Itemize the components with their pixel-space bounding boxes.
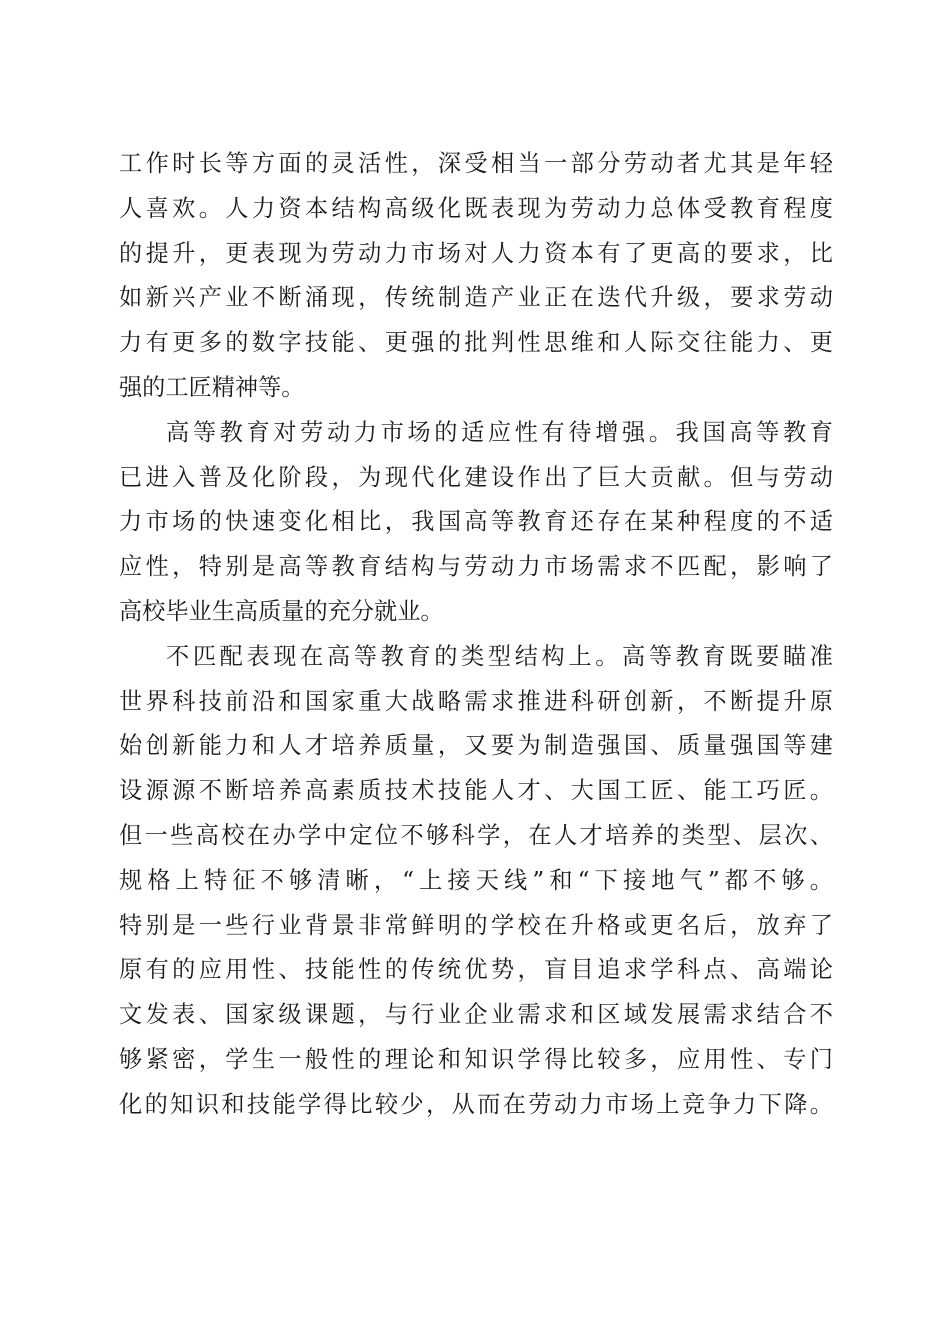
paragraph-1-line-6: 强的工匠精神等。 — [119, 373, 305, 401]
paragraph-3-line-4: 设源源不断培养高素质技术技能人才、大国工匠、能工巧匠。 — [119, 777, 833, 805]
paragraph-2-line-3: 力市场的快速变化相比，我国高等教育还存在某种程度的不适 — [119, 508, 833, 536]
paragraph-1-line-3: 的提升，更表现为劳动力市场对人力资本有了更高的要求，比 — [119, 239, 833, 267]
paragraph-3-line-5: 但一些高校在办学中定位不够科学，在人才培养的类型、层次、 — [119, 821, 833, 849]
paragraph-3-line-3: 始创新能力和人才培养质量，又要为制造强国、质量强国等建 — [119, 732, 833, 760]
paragraph-3-line-10: 够紧密，学生一般性的理论和知识学得比较多，应用性、专门 — [119, 1045, 833, 1073]
paragraph-3-line-8: 原有的应用性、技能性的传统优势，盲目追求学科点、高端论 — [119, 956, 833, 984]
paragraph-1-line-4: 如新兴产业不断涌现，传统制造产业正在迭代升级，要求劳动 — [119, 284, 833, 312]
paragraph-2-line-1: 高等教育对劳动力市场的适应性有待增强。我国高等教育 — [166, 418, 833, 446]
paragraph-2-line-4: 应性，特别是高等教育结构与劳动力市场需求不匹配，影响了 — [119, 553, 833, 581]
paragraph-3-line-7: 特别是一些行业背景非常鲜明的学校在升格或更名后，放弃了 — [119, 911, 833, 939]
document-body — [119, 142, 833, 1128]
paragraph-3-line-11: 化的知识和技能学得比较少，从而在劳动力市场上竞争力下降。 — [119, 1090, 833, 1118]
paragraph-2-line-2: 已进入普及化阶段，为现代化建设作出了巨大贡献。但与劳动 — [119, 463, 833, 491]
paragraph-1-line-5: 力有更多的数字技能、更强的批判性思维和人际交往能力、更 — [119, 329, 833, 357]
paragraph-3-line-1: 不匹配表现在高等教育的类型结构上。高等教育既要瞄准 — [166, 642, 833, 670]
paragraph-1-line-2: 人喜欢。人力资本结构高级化既表现为劳动力总体受教育程度 — [119, 194, 833, 222]
paragraph-3-line-2: 世界科技前沿和国家重大战略需求推进科研创新，不断提升原 — [119, 687, 833, 715]
paragraph-1-line-1: 工作时长等方面的灵活性，深受相当一部分劳动者尤其是年轻 — [119, 150, 833, 177]
paragraph-3-line-6: 规格上特征不够清晰，“上接天线”和“下接地气”都不够。 — [119, 866, 833, 894]
paragraph-3-line-9: 文发表、国家级课题，与行业企业需求和区域发展需求结合不 — [119, 1001, 833, 1029]
paragraph-2-line-5: 高校毕业生高质量的充分就业。 — [119, 597, 444, 625]
